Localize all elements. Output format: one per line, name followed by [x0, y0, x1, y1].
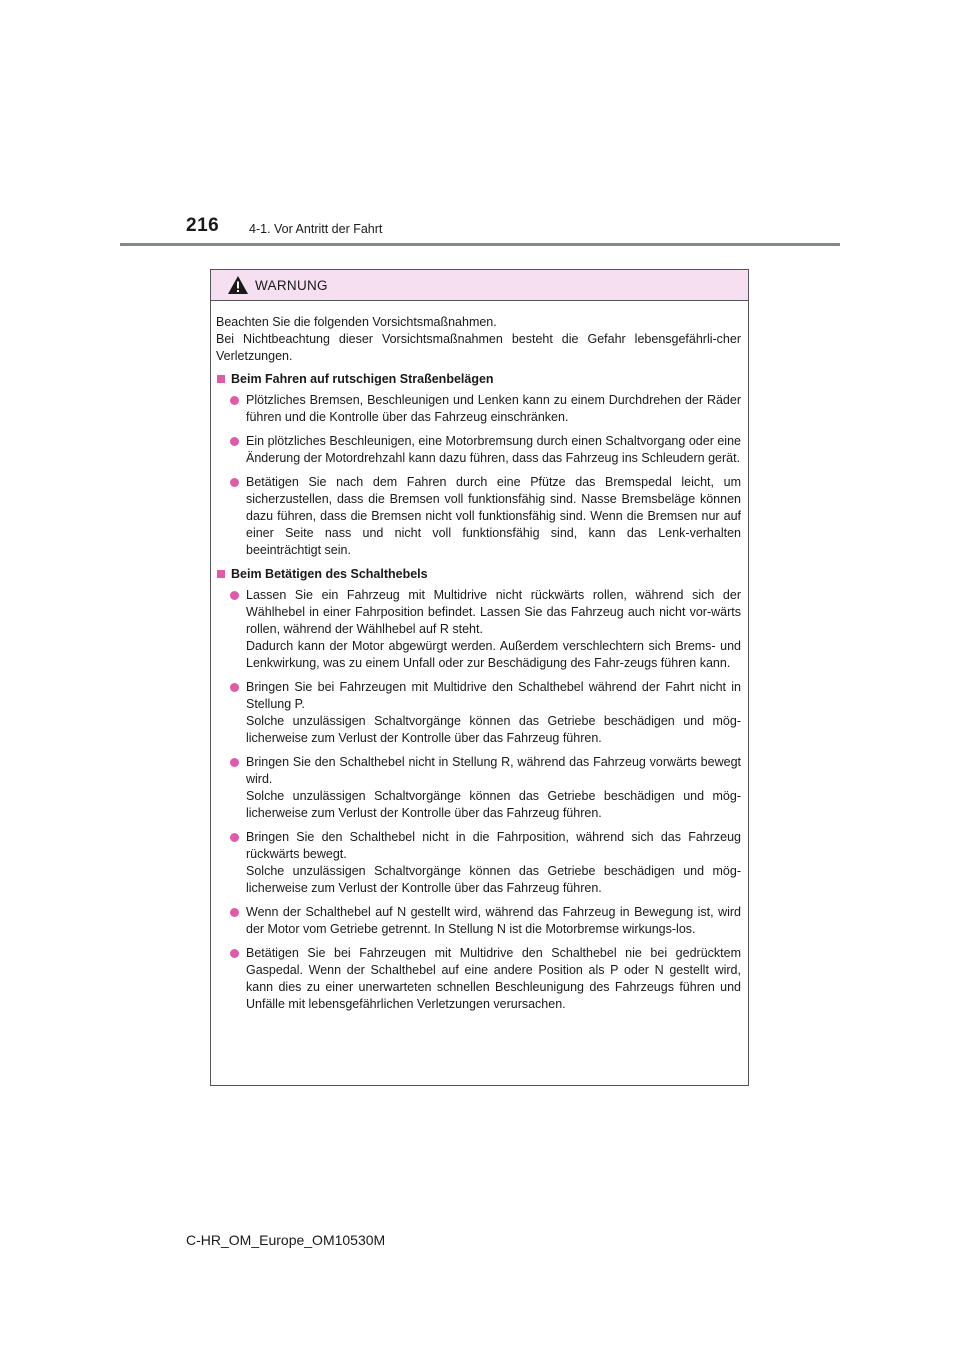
list-item-paragraph: Plötzliches Bremsen, Beschleunigen und Lenken kann zu einem Durchdrehen der Räder führen und die Kontrolle über das Fahrzeug einschränken.	[246, 393, 741, 424]
warning-box	[210, 269, 749, 1086]
warning-section	[216, 566, 741, 1013]
list-item-paragraph: Bringen Sie den Schalthebel nicht in die Fahrposition, während sich das Fahrzeug rückwärts bewegt.	[246, 830, 741, 861]
list-item	[230, 904, 741, 938]
list-item-paragraph: Betätigen Sie nach dem Fahren durch eine Pfütze das Bremspedal leicht, um sicherzustellen, dass die Bremsen voll funktionsfähig sind. Nasse Bremsbeläge können dazu führen, dass die Bremsen nicht voll funktionsfähig sind. Wenn die Bremsen nur auf einer Seite nass und nicht voll funktionsfähig sind, kann das Lenk-verhalten beeinträchtigt sein.	[246, 475, 741, 557]
square-bullet-icon	[217, 375, 225, 383]
list-item-paragraph: Bringen Sie bei Fahrzeugen mit Multidrive den Schalthebel während der Fahrt nicht in Stellung P.	[246, 680, 741, 711]
list-item-text	[246, 904, 741, 938]
list-item-paragraph: Betätigen Sie bei Fahrzeugen mit Multidrive den Schalthebel nie bei gedrücktem Gaspedal. Wenn der Schalthebel auf eine andere Position als P oder N gestellt wird, kann dies zu einer unerwarteten schnellen Beschleunigung des Fahrzeugs führen und Unfälle mit lebensgefährlichen Verletzungen verursachen.	[246, 946, 741, 1011]
intro-paragraph: Beachten Sie die folgenden Vorsichtsmaßnahmen.	[216, 315, 497, 329]
page-number: 216	[186, 215, 220, 236]
circle-bullet-icon	[230, 478, 239, 487]
list-item	[230, 945, 741, 1013]
warning-section	[216, 371, 741, 559]
circle-bullet-icon	[230, 908, 239, 917]
list-item	[230, 474, 741, 559]
circle-bullet-icon	[230, 949, 239, 958]
warning-title: WARNUNG	[255, 277, 328, 293]
list-item-paragraph: Solche unzulässigen Schaltvorgänge können das Getriebe beschädigen und mög-licherweise zum Verlust der Kontrolle über das Fahrzeug führen.	[246, 789, 741, 820]
footer-doc-id: C-HR_OM_Europe_OM10530M	[186, 1232, 386, 1248]
section-heading	[216, 566, 741, 583]
list-item	[230, 433, 741, 467]
list-item-text	[246, 829, 741, 897]
warning-intro	[216, 314, 741, 365]
circle-bullet-icon	[230, 396, 239, 405]
circle-bullet-icon	[230, 591, 239, 600]
list-item	[230, 587, 741, 672]
warning-body	[211, 301, 748, 1013]
list-item-paragraph: Solche unzulässigen Schaltvorgänge können das Getriebe beschädigen und mög-licherweise zum Verlust der Kontrolle über das Fahrzeug führen.	[246, 864, 741, 895]
circle-bullet-icon	[230, 758, 239, 767]
list-item-paragraph: Wenn der Schalthebel auf N gestellt wird, während das Fahrzeug in Bewegung ist, wird der Motor vom Getriebe getrennt. In Stellung N ist die Motorbremse wirkungs-los.	[246, 905, 741, 936]
list-item-text	[246, 433, 741, 467]
circle-bullet-icon	[230, 833, 239, 842]
intro-paragraph: Bei Nichtbeachtung dieser Vorsichtsmaßnahmen besteht die Gefahr lebensgefährli-cher Verletzungen.	[216, 332, 741, 363]
list-item-text	[246, 945, 741, 1013]
list-item-paragraph: Ein plötzliches Beschleunigen, eine Motorbremsung durch einen Schaltvorgang oder eine Änderung der Motordrehzahl kann dazu führen, dass das Fahrzeug ins Schleudern gerät.	[246, 434, 741, 465]
warning-sections	[216, 371, 741, 1013]
list-item	[230, 829, 741, 897]
list-item-text	[246, 679, 741, 747]
list-item-paragraph: Dadurch kann der Motor abgewürgt werden. Außerdem verschlechtern sich Brems- und Lenkwirkung, was zu einem Unfall oder zur Beschädigung des Fahr-zeugs führen kann.	[246, 639, 741, 670]
section-title: 4-1. Vor Antritt der Fahrt	[249, 222, 383, 236]
circle-bullet-icon	[230, 683, 239, 692]
header-rule	[120, 243, 840, 246]
list-item	[230, 679, 741, 747]
square-bullet-icon	[217, 570, 225, 578]
warning-header	[211, 270, 748, 301]
section-heading-text: Beim Fahren auf rutschigen Straßenbelägen	[231, 372, 494, 386]
list-item-paragraph: Bringen Sie den Schalthebel nicht in Stellung R, während das Fahrzeug vorwärts bewegt wird.	[246, 755, 741, 786]
section-heading-text: Beim Betätigen des Schalthebels	[231, 567, 428, 581]
list-item-text	[246, 754, 741, 822]
list-item	[230, 392, 741, 426]
list-item	[230, 754, 741, 822]
list-item-paragraph: Lassen Sie ein Fahrzeug mit Multidrive nicht rückwärts rollen, während sich der Wählhebel in einer Fahrposition befindet. Lassen Sie das Fahrzeug auch nicht vor-wärts rollen, während der Wählhebel auf R steht.	[246, 588, 741, 636]
list-item-paragraph: Solche unzulässigen Schaltvorgänge können das Getriebe beschädigen und mög-licherweise zum Verlust der Kontrolle über das Fahrzeug führen.	[246, 714, 741, 745]
list-item-text	[246, 474, 741, 559]
section-heading	[216, 371, 741, 388]
list-item-text	[246, 587, 741, 672]
warning-triangle-icon	[227, 275, 249, 295]
circle-bullet-icon	[230, 437, 239, 446]
list-item-text	[246, 392, 741, 426]
